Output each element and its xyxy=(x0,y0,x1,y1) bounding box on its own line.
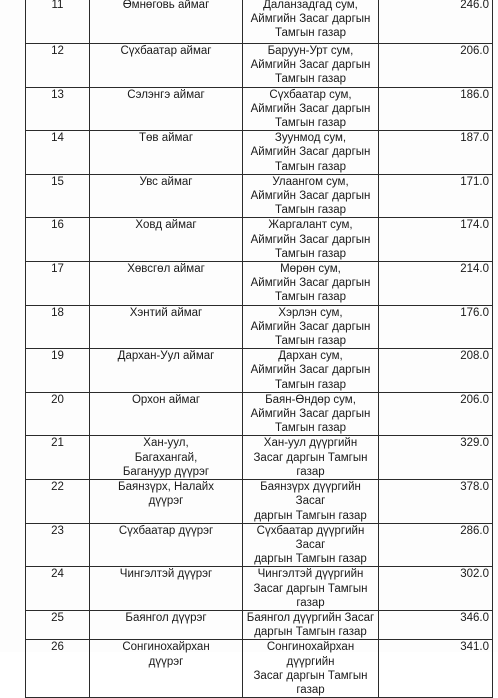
row-number: 14 xyxy=(51,132,64,145)
aimag-name-cell xyxy=(90,174,243,218)
office-location: Сонгинохайрхан дүүргийн Засаг даргын Тамгын газар xyxy=(253,641,368,696)
office-location-cell xyxy=(243,610,379,639)
row-number: 12 xyxy=(51,45,64,57)
amount-value-cell xyxy=(379,262,493,306)
aimag-name-cell xyxy=(90,640,243,698)
office-location: Мөрөн сум, Аймгийн Засаг даргын Тамгын газар xyxy=(250,263,371,304)
table-row xyxy=(26,610,493,639)
row-number-cell xyxy=(26,131,90,175)
aimag-name: Сонгинохайрхан дүүрэг xyxy=(122,641,210,668)
aimag-name: Дархан-Уул аймаг xyxy=(117,350,215,363)
aimag-name: Баянгол дүүрэг xyxy=(125,611,207,624)
row-number: 18 xyxy=(51,306,64,319)
table-row xyxy=(26,349,493,393)
office-location-cell xyxy=(243,349,379,393)
amount-value-cell xyxy=(379,567,493,611)
office-location: Хэрлэн сум, Аймгийн Засаг даргын Тамгын газар xyxy=(250,306,371,348)
office-location-cell xyxy=(243,174,379,218)
row-number-cell xyxy=(26,640,90,698)
table-row xyxy=(26,87,493,131)
table-row xyxy=(26,305,493,349)
row-number-cell xyxy=(26,436,90,480)
table-row xyxy=(26,44,493,88)
office-location-cell xyxy=(243,480,379,524)
amount-value: 246.0 xyxy=(460,0,489,11)
amount-value-cell xyxy=(379,349,493,393)
row-number-cell xyxy=(26,44,90,88)
office-location-cell xyxy=(243,131,379,175)
row-number-cell xyxy=(26,262,90,306)
aimag-name: Хэнтий аймаг xyxy=(129,306,203,319)
office-location-cell xyxy=(243,392,379,436)
office-location-cell xyxy=(243,44,379,88)
aimag-name-cell xyxy=(90,436,243,480)
office-location-cell xyxy=(243,523,379,567)
aimag-name-cell xyxy=(90,567,243,611)
office-location: Баруун-Урт сум, Аймгийн Засаг даргын Тамгын газар xyxy=(250,45,371,86)
amount-value: 341.0 xyxy=(460,641,489,654)
row-number: 24 xyxy=(51,568,64,581)
row-number: 25 xyxy=(51,611,64,624)
amount-value: 187.0 xyxy=(460,132,489,145)
amount-value-cell xyxy=(379,523,493,567)
amount-value-cell xyxy=(379,640,493,698)
row-number: 17 xyxy=(51,263,64,276)
table-row xyxy=(26,480,493,524)
amount-value-cell xyxy=(379,131,493,175)
office-location-cell xyxy=(243,567,379,611)
aimag-name-cell xyxy=(90,523,243,567)
table-row xyxy=(26,567,493,611)
office-location: Даланзадгад сум, Аймгийн Засаг даргын Тамгын газар xyxy=(250,0,371,40)
row-number: 26 xyxy=(51,641,64,654)
table-row xyxy=(26,262,493,306)
row-number-cell xyxy=(26,523,90,567)
office-location-cell xyxy=(243,218,379,262)
office-location-cell xyxy=(243,262,379,306)
office-location-cell xyxy=(243,87,379,131)
amount-value-cell xyxy=(379,87,493,131)
amount-value-cell xyxy=(379,218,493,262)
aimag-name: Төв аймаг xyxy=(138,132,194,145)
row-number: 22 xyxy=(51,481,64,494)
office-location: Жаргалант сум, Аймгийн Засаг даргын Тамгын газар xyxy=(250,219,371,260)
amount-value-cell xyxy=(379,392,493,436)
row-number-cell xyxy=(26,174,90,218)
table-row xyxy=(26,131,493,175)
office-location: Чингэлтэй дүүргийн Засаг даргын Тамгын газар xyxy=(253,568,368,609)
aimag-name: Хан-уул, Багахангай, Багануур дүүрэг xyxy=(122,437,210,478)
aimag-name: Баянзүрх, Налайх дүүрэг xyxy=(118,481,214,508)
aimag-name-cell xyxy=(90,392,243,436)
aimag-name: Увс аймаг xyxy=(139,175,193,188)
table-row xyxy=(26,218,493,262)
aimag-name: Чингэлтэй дүүрэг xyxy=(119,568,213,581)
office-location: Сүхбаатар дүүргийн Засаг даргын Тамгын газар xyxy=(254,524,367,566)
table-row xyxy=(26,436,493,480)
row-number-cell xyxy=(26,0,90,44)
amount-value: 206.0 xyxy=(460,45,489,57)
aimag-name-cell xyxy=(90,305,243,349)
table-row xyxy=(26,0,493,44)
amount-value-cell xyxy=(379,0,493,44)
row-number: 15 xyxy=(51,175,64,188)
table-row xyxy=(26,640,493,698)
row-number: 11 xyxy=(51,0,64,11)
amount-value: 186.0 xyxy=(460,88,489,101)
row-number-cell xyxy=(26,87,90,131)
amount-value-cell xyxy=(379,436,493,480)
office-location-cell xyxy=(243,436,379,480)
office-location-cell xyxy=(243,640,379,698)
row-number-cell xyxy=(26,567,90,611)
office-location: Баянзүрх дүүргийн Засаг даргын Тамгын газар xyxy=(254,481,367,522)
office-location: Сүхбаатар сум, Аймгийн Засаг даргын Тамгын газар xyxy=(250,88,371,130)
table-body xyxy=(26,0,493,698)
row-number: 13 xyxy=(51,88,64,101)
office-location-cell xyxy=(243,0,379,44)
amount-value: 171.0 xyxy=(460,175,489,188)
office-location-cell xyxy=(243,305,379,349)
amount-value-cell xyxy=(379,480,493,524)
row-number-cell xyxy=(26,349,90,393)
allocation-table xyxy=(25,0,493,698)
office-location: Улаангом сум, Аймгийн Засаг даргын Тамгын газар xyxy=(250,175,371,217)
office-location: Баян-Өндөр сум, Аймгийн Засаг даргын Тамгын газар xyxy=(250,393,371,435)
row-number: 19 xyxy=(51,350,64,363)
aimag-name: Орхон аймаг xyxy=(131,393,201,406)
aimag-name: Сүхбаатар дүүрэг xyxy=(118,524,214,537)
row-number-cell xyxy=(26,218,90,262)
aimag-name-cell xyxy=(90,87,243,131)
aimag-name: Хөвсгөл аймаг xyxy=(127,263,205,276)
row-number-cell xyxy=(26,480,90,524)
row-number: 16 xyxy=(51,219,64,232)
aimag-name-cell xyxy=(90,0,243,44)
amount-value: 346.0 xyxy=(460,611,489,624)
amount-value: 174.0 xyxy=(460,219,489,232)
row-number: 21 xyxy=(51,437,64,450)
amount-value: 286.0 xyxy=(460,524,489,537)
aimag-name: Сүхбаатар аймаг xyxy=(120,45,212,57)
table-row xyxy=(26,174,493,218)
table-row xyxy=(26,392,493,436)
amount-value: 206.0 xyxy=(460,393,489,406)
amount-value: 329.0 xyxy=(460,437,489,450)
row-number-cell xyxy=(26,610,90,639)
amount-value-cell xyxy=(379,174,493,218)
office-location: Зуунмод сум, Аймгийн Засаг даргын Тамгын газар xyxy=(250,132,371,173)
aimag-name-cell xyxy=(90,262,243,306)
office-location: Дархан сум, Аймгийн Засаг даргын Тамгын газар xyxy=(250,350,371,391)
amount-value-cell xyxy=(379,44,493,88)
aimag-name-cell xyxy=(90,610,243,639)
aimag-name: Өмнөговь аймаг xyxy=(122,0,210,11)
office-location: Баянгол дүүргийн Засаг даргын Тамгын газар xyxy=(246,611,375,639)
aimag-name-cell xyxy=(90,131,243,175)
row-number: 23 xyxy=(51,524,64,537)
amount-value-cell xyxy=(379,305,493,349)
amount-value: 214.0 xyxy=(460,263,489,276)
amount-value: 208.0 xyxy=(460,350,489,363)
aimag-name: Сэлэнгэ аймаг xyxy=(127,88,205,101)
amount-value: 176.0 xyxy=(460,306,489,319)
aimag-name-cell xyxy=(90,44,243,88)
row-number: 20 xyxy=(51,393,64,406)
aimag-name: Ховд аймаг xyxy=(135,219,197,232)
office-location: Хан-уул дүүргийн Засаг даргын Тамгын газар xyxy=(253,437,368,478)
table-row xyxy=(26,523,493,567)
row-number-cell xyxy=(26,305,90,349)
amount-value: 378.0 xyxy=(460,481,489,494)
aimag-name-cell xyxy=(90,349,243,393)
aimag-name-cell xyxy=(90,480,243,524)
amount-value: 302.0 xyxy=(460,568,489,581)
aimag-name-cell xyxy=(90,218,243,262)
amount-value-cell xyxy=(379,610,493,639)
row-number-cell xyxy=(26,392,90,436)
